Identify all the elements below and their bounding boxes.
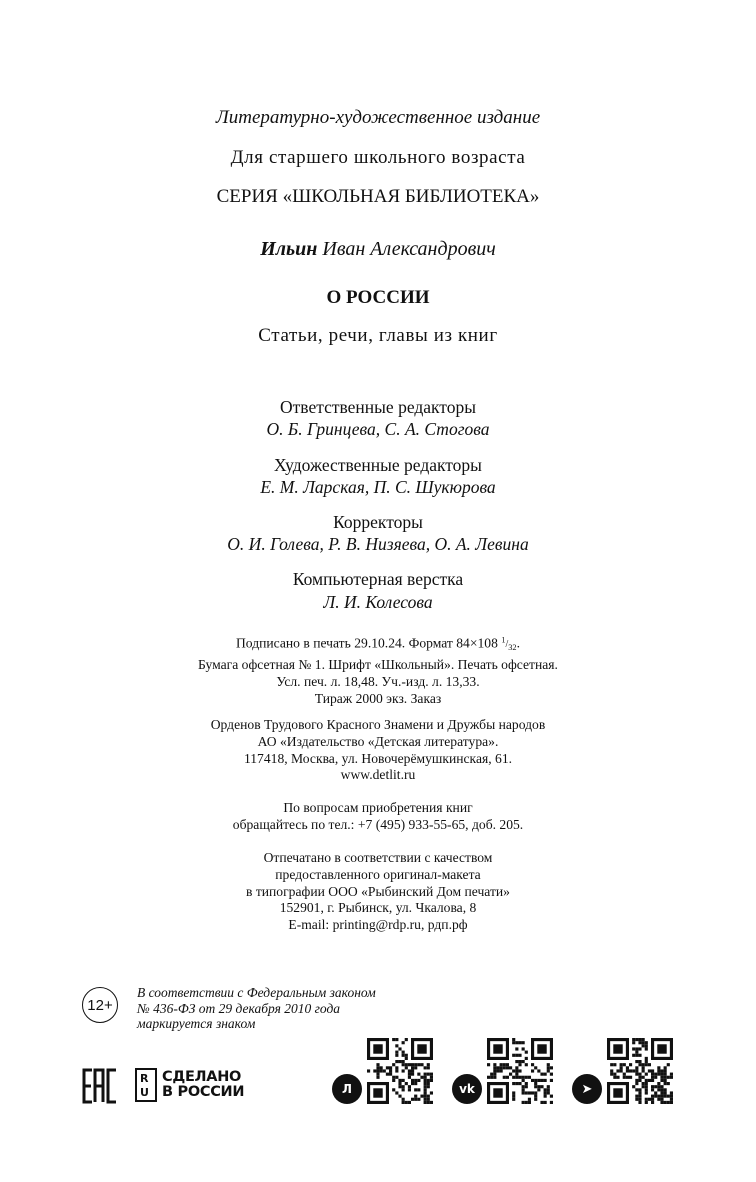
print-info-line: Подписано в печать 29.10.24. Формат 84×108 $^1/_{32}$. xyxy=(235,635,520,653)
detlit-icon: Л xyxy=(332,1074,362,1104)
vk-qr-group[interactable] xyxy=(452,1038,554,1106)
credit-names: Е. М. Ларская, П. С. Шукюрова xyxy=(260,477,496,497)
printer-email: E-mail: printing@rdp.ru, рдп.рф xyxy=(288,917,468,933)
eac-icon xyxy=(82,1068,118,1104)
detlit-qr-group[interactable] xyxy=(332,1038,434,1106)
credit-role: Корректоры xyxy=(333,512,423,532)
author xyxy=(0,238,756,261)
author-given: Иван Александрович xyxy=(322,238,496,260)
credit-role: Компьютерная верстка xyxy=(292,569,464,589)
qr-code[interactable] xyxy=(607,1038,673,1104)
credit-names: О. И. Голева, Р. В. Низяева, О. А. Левина xyxy=(227,534,529,554)
print-info-line: Усл. печ. л. 18,48. Уч.-изд. л. 13,33. xyxy=(276,673,480,689)
qr-code[interactable] xyxy=(487,1038,553,1104)
credit-names: О. Б. Гринцева, С. А. Стогова xyxy=(266,419,490,439)
telegram-qr-group[interactable] xyxy=(572,1038,674,1106)
printer-info: Отпечатано в соответствии с качеством предоставленного оригинал-макета в типографии ООО «Рыбинский Дом печати» 152901, г. Рыбинск, ул. Чкалова, 8 E-mail: printing@rdp.ru, рдп.рф xyxy=(0,850,756,934)
credit-role: Художественные редакторы xyxy=(274,455,482,475)
made-in-russia-line: СДЕЛАНО xyxy=(162,1069,242,1085)
credit-names: Л. И. Колесова xyxy=(323,592,433,612)
print-info-line: Бумага офсетная № 1. Шрифт «Школьный». Печать офсетная. xyxy=(198,657,558,673)
age-rating-badge: 12+ xyxy=(82,987,118,1023)
legal-notice: В соответствии с Федеральным законом № 436-ФЗ от 29 декабря 2010 года маркируется знаком xyxy=(137,985,376,1031)
book-subtitle: Статьи, речи, главы из книг xyxy=(258,325,498,346)
publisher-info: Орденов Трудового Красного Знамени и Дружбы народов АО «Издательство «Детская литература». 117418, Москва, ул. Новочерёмушкинская, 61. www.detlit.ru xyxy=(0,717,756,784)
series: СЕРИЯ «ШКОЛЬНАЯ БИБЛИОТЕКА» xyxy=(216,186,540,207)
made-in-russia-mark xyxy=(135,1068,265,1104)
qr-code[interactable] xyxy=(367,1038,433,1104)
vk-icon: vk xyxy=(452,1074,482,1104)
telegram-icon: ➤ xyxy=(572,1074,602,1104)
made-in-russia-line: В РОССИИ xyxy=(162,1084,245,1100)
made-in-russia-box-icon: RU xyxy=(135,1068,157,1102)
orders-info: По вопросам приобретения книг обращайтесь по тел.: +7 (495) 933-55-65, доб. 205. xyxy=(232,800,524,832)
book-title: О РОССИИ xyxy=(326,287,430,308)
edition-genre: Литературно-художественное издание xyxy=(215,107,541,128)
audience: Для старшего школьного возраста xyxy=(230,147,526,168)
print-info xyxy=(0,633,756,708)
author-surname: Ильин xyxy=(260,238,318,260)
credit-role: Ответственные редакторы xyxy=(280,397,476,417)
print-info-line: Тираж 2000 экз. Заказ xyxy=(314,690,442,706)
publisher-website: www.detlit.ru xyxy=(340,767,416,783)
